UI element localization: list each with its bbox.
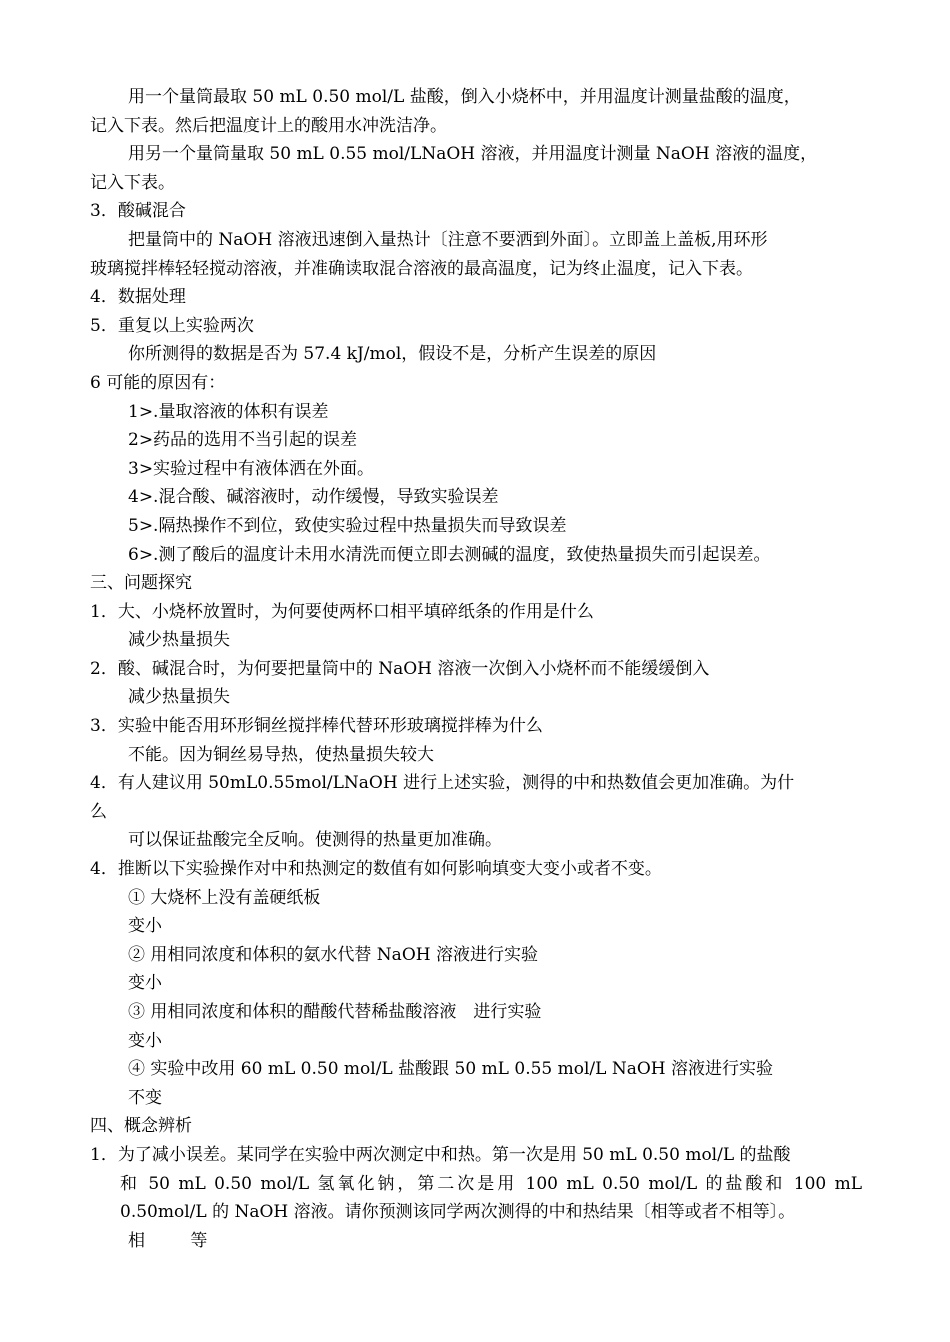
answer: 可以保证盐酸完全反响。使测得的热量更加准确。 bbox=[128, 830, 502, 851]
paragraph-line: 你所测得的数据是否为 57.4 kJ/mol，假设不是，分析产生误差的原因 bbox=[128, 344, 657, 365]
list-item: 6>.测了酸后的温度计未用水清洗而便立即去测碱的温度，致使热量损失而引起误差。 bbox=[128, 544, 771, 565]
question-continued: 0.50mol/L 的 NaOH 溶液。请你预测该同学两次测得的中和热结果〔相等或者不相等〕。 bbox=[120, 1202, 796, 1223]
sub-question: ② 用相同浓度和体积的氨水代替 NaOH 溶液进行实验 bbox=[128, 944, 538, 965]
question: 3．实验中能否用环形铜丝搅拌棒代替环形玻璃搅拌棒为什么 bbox=[90, 716, 543, 737]
section-heading: 四、概念辨析 bbox=[90, 1116, 192, 1137]
list-item: 3>实验过程中有液体洒在外面。 bbox=[128, 458, 375, 479]
question-continued: 和 50 mL 0.50 mol/L 氢氧化钠，第二次是用 100 mL 0.50 mol/L 的盐酸和 100 mL bbox=[120, 1173, 862, 1194]
question: 1．为了减小误差。某同学在实验中两次测定中和热。第一次是用 50 mL 0.50 mol/L 的盐酸 bbox=[90, 1144, 791, 1165]
paragraph-line: 玻璃搅拌棒轻轻搅动溶液，并准确读取混合溶液的最高温度，记为终止温度，记入下表。 bbox=[90, 258, 753, 279]
answer: 变小 bbox=[128, 973, 162, 994]
question: 1．大、小烧杯放置时，为何要使两杯口相平填碎纸条的作用是什么 bbox=[90, 601, 594, 622]
list-item: 4>.混合酸、碱溶液时，动作缓慢，导致实验误差 bbox=[128, 487, 499, 508]
section-heading: 三、问题探究 bbox=[90, 573, 192, 594]
answer: 变小 bbox=[128, 1030, 162, 1051]
paragraph-line: 用另一个量筒量取 50 mL 0.55 mol/LNaOH 溶液，并用温度计测量 NaOH 溶液的温度， bbox=[128, 144, 818, 165]
list-item: 2>药品的选用不当引起的误差 bbox=[128, 430, 358, 451]
answer bbox=[90, 1227, 862, 1256]
section-heading: 6 可能的原因有： bbox=[90, 372, 226, 393]
answer: 不能。因为铜丝易导热，使热量损失较大 bbox=[128, 744, 434, 765]
paragraph-line: 用一个量筒最取 50 mL 0.50 mol/L 盐酸，倒入小烧杯中，并用温度计测量盐酸的温度， bbox=[128, 87, 801, 107]
paragraph-line: 记入下表。 bbox=[90, 172, 175, 193]
answer: 减少热量损失 bbox=[128, 687, 230, 708]
section-heading: 4．数据处理 bbox=[90, 287, 186, 308]
sub-question: ① 大烧杯上没有盖硬纸板 bbox=[128, 887, 321, 908]
paragraph-line: 把量筒中的 NaOH 溶液迅速倒入量热计〔注意不要洒到外面〕。立即盖上盖板,用环形 bbox=[128, 229, 768, 250]
section-heading: 3．酸碱混合 bbox=[90, 201, 186, 222]
answer: 不变 bbox=[128, 1087, 162, 1108]
question: 4．有人建议用 50mL0.55mol/LNaOH 进行上述实验，测得的中和热数值会更加准确。为什 bbox=[90, 773, 795, 794]
answer: 减少热量损失 bbox=[128, 630, 230, 651]
document-body bbox=[90, 83, 862, 1255]
list-item: 1>.量取溶液的体积有误差 bbox=[128, 401, 329, 422]
section-heading: 5．重复以上实验两次 bbox=[90, 315, 254, 336]
paragraph-line: 记入下表。然后把温度计上的酸用水冲洗洁净。 bbox=[90, 115, 447, 136]
question: 2．酸、碱混合时，为何要把量筒中的 NaOH 溶液一次倒入小烧杯而不能缓缓倒入 bbox=[90, 658, 710, 679]
question: 4．推断以下实验操作对中和热测定的数值有如何影响填变大变小或者不变。 bbox=[90, 859, 662, 880]
answer-text: 相 等 bbox=[128, 1230, 208, 1251]
question: 么 bbox=[90, 801, 107, 822]
answer: 变小 bbox=[128, 916, 162, 937]
sub-question: ④ 实验中改用 60 mL 0.50 mol/L 盐酸跟 50 mL 0.55 mol/L NaOH 溶液进行实验 bbox=[128, 1059, 774, 1080]
sub-question: ③ 用相同浓度和体积的醋酸代替稀盐酸溶液 进行实验 bbox=[128, 1002, 542, 1022]
list-item: 5>.隔热操作不到位，致使实验过程中热量损失而导致误差 bbox=[128, 515, 567, 536]
